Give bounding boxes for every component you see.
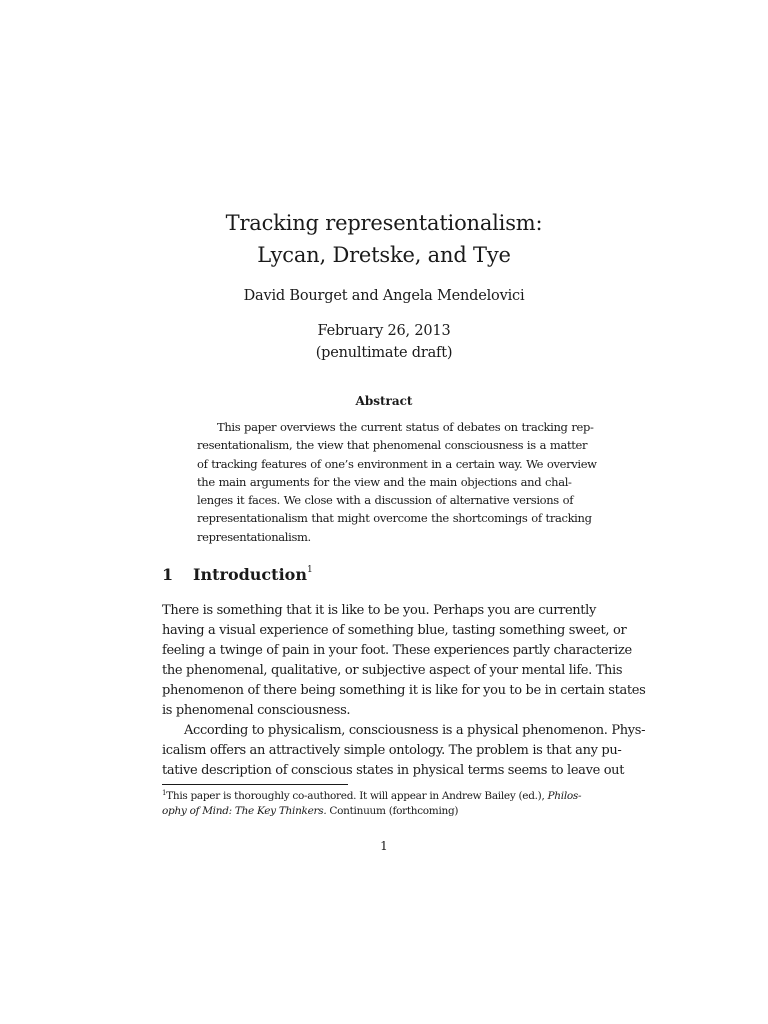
draft-status: (penultimate draft) (315, 345, 453, 361)
footnote-text: This paper is thoroughly co-authored. It will appear in Andrew Bailey (ed.), (166, 790, 548, 802)
footnote-book-title-cont: ophy of Mind: The Key Thinkers. (162, 805, 327, 817)
footnote-divider (162, 784, 348, 785)
section-title: Introduction (193, 565, 307, 584)
body-line: is phenomenal consciousness. (162, 703, 351, 718)
body-line: having a visual experience of something blue, tasting something sweet, or (162, 623, 627, 638)
authors: David Bourget and Angela Mendelovici (243, 288, 525, 304)
abstract-body (197, 418, 597, 546)
page-number: 1 (380, 839, 388, 853)
footnote-mark: 1 (162, 789, 167, 797)
abstract-line: the main arguments for the view and the main objections and chal- (197, 474, 572, 489)
body-text (162, 601, 646, 781)
section-heading (162, 565, 313, 584)
abstract-line: representationalism. (197, 529, 311, 544)
body-line: tative description of conscious states in physical terms seems to leave out (162, 763, 625, 778)
footnote-line-2 (162, 804, 626, 819)
footnote (162, 786, 626, 819)
date-block (0, 320, 768, 364)
abstract-line: of tracking features of one’s environment in a certain way. We overview (197, 456, 597, 471)
abstract-line: representationalism that might overcome the shortcomings of tracking (197, 511, 592, 526)
body-line: According to physicalism, consciousness is a physical phenomenon. Phys- (184, 723, 646, 738)
footnote-reference[interactable]: 1 (306, 565, 313, 575)
footnote-line-1 (162, 786, 626, 804)
abstract-line: lenges it faces. We close with a discussion of alternative versions of (197, 493, 574, 508)
abstract-line: resentationalism, the view that phenomenal consciousness is a matter (197, 438, 588, 453)
abstract-heading: Abstract (355, 394, 413, 408)
body-line: phenomenon of there being something it is like for you to be in certain states (162, 683, 646, 698)
abstract-line: This paper overviews the current status of debates on tracking rep- (217, 420, 594, 434)
paper-title (0, 207, 768, 271)
footnote-publisher: Continuum (forthcoming) (326, 805, 459, 817)
body-line: There is something that it is like to be you. Perhaps you are currently (162, 603, 596, 618)
title-line-1: Tracking representationalism: (225, 211, 543, 235)
body-line: the phenomenal, qualitative, or subjective aspect of your mental life. This (162, 663, 623, 678)
date: February 26, 2013 (317, 323, 451, 339)
title-line-2: Lycan, Dretske, and Tye (257, 243, 511, 267)
body-line: feeling a twinge of pain in your foot. These experiences partly characterize (162, 643, 632, 658)
footnote-book-title: Philos- (547, 790, 582, 802)
section-number: 1 (162, 565, 174, 584)
body-line: icalism offers an attractively simple ontology. The problem is that any pu- (162, 743, 622, 758)
